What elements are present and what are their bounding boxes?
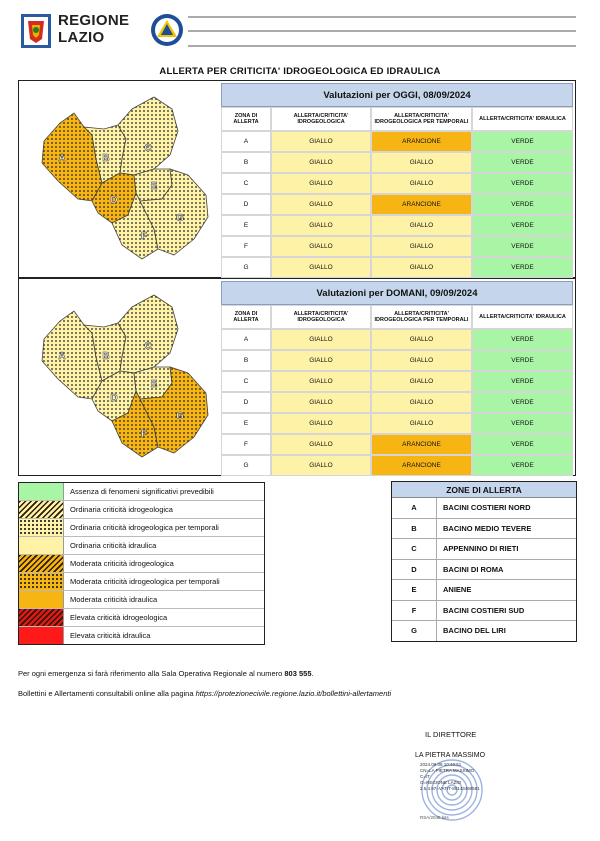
map-zone-label: D <box>110 393 118 404</box>
idraulica-cell: VERDE <box>472 152 573 173</box>
col-temporali: ALLERTA/CRITICITA' IDROGEOLOGICA PER TEMPORALI <box>371 305 472 329</box>
zone-cell: F <box>221 236 271 257</box>
map-zone-pattern <box>118 97 178 175</box>
zone-row <box>392 560 576 581</box>
table-row <box>221 392 573 413</box>
zones-heading: ZONE DI ALLERTA <box>392 482 576 498</box>
map-zone-label: A <box>58 153 66 164</box>
idrogeologica-cell: GIALLO <box>271 131 371 152</box>
temporali-cell: ARANCIONE <box>371 194 472 215</box>
map-zone-label: B <box>102 153 110 164</box>
table-oggi-body <box>221 131 573 278</box>
idrogeologica-cell: GIALLO <box>271 215 371 236</box>
idrogeologica-cell: GIALLO <box>271 173 371 194</box>
map-zone-label: C <box>144 341 152 352</box>
protezione-civile-logo <box>150 13 184 47</box>
legend-label: Elevata criticità idrogeologica <box>70 613 168 622</box>
zone-letter: C <box>392 539 437 559</box>
map-zone-label: E <box>150 379 158 390</box>
table-row <box>221 329 573 350</box>
zone-letter: E <box>392 580 437 600</box>
legend-label: Ordinaria criticità idrogeologica <box>70 505 173 514</box>
legend-label: Moderata criticità idrogeologica per temporali <box>70 577 220 586</box>
table-row <box>221 257 573 278</box>
zone-cell: B <box>221 350 271 371</box>
temporali-cell: GIALLO <box>371 215 472 236</box>
idrogeologica-cell: GIALLO <box>271 455 371 476</box>
stamp-line: CN=LA PIETRA MASSIMO <box>420 768 475 773</box>
idraulica-cell: VERDE <box>472 131 573 152</box>
legend-swatch <box>19 591 64 608</box>
zones-body <box>392 498 576 641</box>
legend-label: Ordinaria criticità idrogeologica per temporali <box>70 523 219 532</box>
legend-item <box>19 573 264 591</box>
zone-cell: E <box>221 413 271 434</box>
legend <box>18 482 265 645</box>
map-zone-pattern <box>42 113 102 201</box>
idraulica-cell: VERDE <box>472 350 573 371</box>
col-idraulica: ALLERTA/CRITICITA' IDRAULICA <box>472 305 573 329</box>
legend-item <box>19 519 264 537</box>
table-domani <box>221 281 573 476</box>
zone-row <box>392 498 576 519</box>
idrogeologica-cell: GIALLO <box>271 194 371 215</box>
temporali-cell: GIALLO <box>371 236 472 257</box>
table-row <box>221 173 573 194</box>
idraulica-cell: VERDE <box>472 455 573 476</box>
zone-row <box>392 519 576 540</box>
stamp-line: C=IT <box>420 774 430 779</box>
table-row <box>221 413 573 434</box>
table-row <box>221 350 573 371</box>
col-zona: ZONA DI ALLERTA <box>221 305 271 329</box>
legend-swatch <box>19 501 64 518</box>
map-zone-label: B <box>102 351 110 362</box>
zone-cell: C <box>221 371 271 392</box>
legend-item <box>19 501 264 519</box>
col-idrogeologica: ALLERTA/CRITICITA' IDROGEOLOGICA <box>271 305 371 329</box>
table-oggi <box>221 83 573 278</box>
zone-cell: F <box>221 434 271 455</box>
table-row <box>221 434 573 455</box>
zone-row <box>392 601 576 622</box>
brand-line-1: REGIONE <box>58 12 130 29</box>
zone-letter: G <box>392 621 437 641</box>
zone-name: BACINO DEL LIRI <box>443 626 506 636</box>
zone-name: BACINO MEDIO TEVERE <box>443 523 532 533</box>
online-url[interactable]: https://protezionecivile.regione.lazio.it/bollettini-allertamenti <box>195 689 392 698</box>
idraulica-cell: VERDE <box>472 434 573 455</box>
brand-line-2: LAZIO <box>58 29 105 46</box>
zone-row <box>392 621 576 641</box>
emergency-prefix: Per ogni emergenza si farà riferimento alla Sala Operativa Regionale al numero <box>18 669 285 678</box>
temporali-cell: GIALLO <box>371 371 472 392</box>
zone-cell: B <box>221 152 271 173</box>
stamp-line: O=REGIONE LAZIO <box>420 780 462 785</box>
map-zone-label: G <box>176 411 184 422</box>
online-note <box>18 689 391 698</box>
map-zone-label: G <box>176 213 184 224</box>
legend-label: Moderata criticità idrogeologica <box>70 559 174 568</box>
legend-swatch <box>19 573 64 590</box>
table-row <box>221 236 573 257</box>
zones-table <box>391 481 577 642</box>
temporali-cell: GIALLO <box>371 329 472 350</box>
idraulica-cell: VERDE <box>472 236 573 257</box>
director-role: IL DIRETTORE <box>425 730 477 739</box>
idraulica-cell: VERDE <box>472 173 573 194</box>
stamp-text <box>420 762 480 792</box>
legend-swatch <box>19 483 64 500</box>
map-zone-label: A <box>58 351 66 362</box>
zone-cell: A <box>221 131 271 152</box>
temporali-cell: ARANCIONE <box>371 455 472 476</box>
table-domani-header-row <box>221 305 573 329</box>
idraulica-cell: VERDE <box>472 257 573 278</box>
panel-domani <box>18 278 576 476</box>
map-oggi <box>22 89 218 265</box>
zone-name: ANIENE <box>443 585 472 595</box>
brand-name <box>58 12 129 46</box>
zone-letter: F <box>392 601 437 621</box>
stamp-line: 2024.09.08 10:49:51 <box>420 762 462 767</box>
zone-cell: C <box>221 173 271 194</box>
legend-swatch <box>19 627 64 644</box>
legend-label: Moderata criticità idraulica <box>70 595 158 604</box>
temporali-cell: GIALLO <box>371 413 472 434</box>
legend-item <box>19 609 264 627</box>
legend-swatch <box>19 609 64 626</box>
zone-name: BACINI COSTIERI SUD <box>443 605 525 615</box>
regione-lazio-logo <box>20 13 52 49</box>
zone-letter: A <box>392 498 437 518</box>
table-row <box>221 131 573 152</box>
zone-name: BACINI DI ROMA <box>443 564 504 574</box>
signer-name: LA PIETRA MASSIMO <box>415 752 486 759</box>
idraulica-cell: VERDE <box>472 215 573 236</box>
table-domani-body <box>221 329 573 476</box>
table-row <box>221 152 573 173</box>
map-zone-label: F <box>140 429 148 440</box>
zone-cell: D <box>221 392 271 413</box>
zone-cell: A <box>221 329 271 350</box>
map-zone-label: D <box>110 195 118 206</box>
legend-item <box>19 627 264 644</box>
idrogeologica-cell: GIALLO <box>271 350 371 371</box>
legend-label: Ordinaria criticità idraulica <box>70 541 157 550</box>
zone-name: APPENNINO DI RIETI <box>443 544 519 554</box>
zone-row <box>392 580 576 601</box>
temporali-cell: ARANCIONE <box>371 434 472 455</box>
legend-item <box>19 591 264 609</box>
idraulica-cell: VERDE <box>472 392 573 413</box>
header-decoration-lines <box>188 15 576 49</box>
map-zone-label: E <box>150 181 158 192</box>
temporali-cell: ARANCIONE <box>371 131 472 152</box>
col-temporali: ALLERTA/CRITICITA' IDROGEOLOGICA PER TEMPORALI <box>371 107 472 131</box>
idrogeologica-cell: GIALLO <box>271 413 371 434</box>
online-prefix: Bollettini e Allertamenti consultabili online alla pagina <box>18 689 196 698</box>
temporali-cell: GIALLO <box>371 350 472 371</box>
emergency-suffix: . <box>311 669 314 678</box>
idrogeologica-cell: GIALLO <box>271 152 371 173</box>
map-zone-pattern <box>118 295 178 373</box>
emergency-note <box>18 669 314 678</box>
emergency-number: 803 555 <box>284 669 312 678</box>
temporali-cell: GIALLO <box>371 257 472 278</box>
zone-cell: E <box>221 215 271 236</box>
legend-swatch <box>19 555 64 572</box>
legend-label: Elevata criticità idraulica <box>70 631 151 640</box>
zone-cell: D <box>221 194 271 215</box>
idrogeologica-cell: GIALLO <box>271 392 371 413</box>
idrogeologica-cell: GIALLO <box>271 236 371 257</box>
col-zona: ZONA DI ALLERTA <box>221 107 271 131</box>
idraulica-cell: VERDE <box>472 371 573 392</box>
legend-swatch <box>19 519 64 536</box>
stamp-line: 2.5.4.97=VATIT-80143490581 <box>420 786 480 791</box>
idrogeologica-cell: GIALLO <box>271 371 371 392</box>
idrogeologica-cell: GIALLO <box>271 329 371 350</box>
table-row <box>221 371 573 392</box>
legend-label: Assenza di fenomeni significativi prevedibili <box>70 487 214 496</box>
map-zone-pattern <box>42 311 102 399</box>
zone-cell: G <box>221 257 271 278</box>
idrogeologica-cell: GIALLO <box>271 434 371 455</box>
table-row <box>221 455 573 476</box>
zone-letter: B <box>392 519 437 539</box>
col-idraulica: ALLERTA/CRITICITA' IDRAULICA <box>472 107 573 131</box>
table-domani-heading: Valutazioni per DOMANI, 09/09/2024 <box>221 281 573 305</box>
zone-name: BACINI COSTIERI NORD <box>443 503 531 513</box>
table-oggi-header-row <box>221 107 573 131</box>
zone-cell: G <box>221 455 271 476</box>
legend-item <box>19 555 264 573</box>
col-idrogeologica: ALLERTA/CRITICITA' IDROGEOLOGICA <box>271 107 371 131</box>
zone-letter: D <box>392 560 437 580</box>
idrogeologica-cell: GIALLO <box>271 257 371 278</box>
panel-oggi <box>18 80 576 278</box>
idraulica-cell: VERDE <box>472 194 573 215</box>
document-title: ALLERTA PER CRITICITA' IDROGEOLOGICA ED IDRAULICA <box>159 66 441 77</box>
map-zone-label: F <box>140 231 148 242</box>
temporali-cell: GIALLO <box>371 152 472 173</box>
stamp-footer: RSA/2048 bits <box>420 815 449 820</box>
temporali-cell: GIALLO <box>371 392 472 413</box>
table-row <box>221 194 573 215</box>
zone-row <box>392 539 576 560</box>
table-row <box>221 215 573 236</box>
temporali-cell: GIALLO <box>371 173 472 194</box>
legend-swatch <box>19 537 64 554</box>
legend-item <box>19 483 264 501</box>
idraulica-cell: VERDE <box>472 413 573 434</box>
idraulica-cell: VERDE <box>472 329 573 350</box>
map-zone-label: C <box>144 143 152 154</box>
map-domani <box>22 287 218 463</box>
legend-item <box>19 537 264 555</box>
table-oggi-heading: Valutazioni per OGGI, 08/09/2024 <box>221 83 573 107</box>
